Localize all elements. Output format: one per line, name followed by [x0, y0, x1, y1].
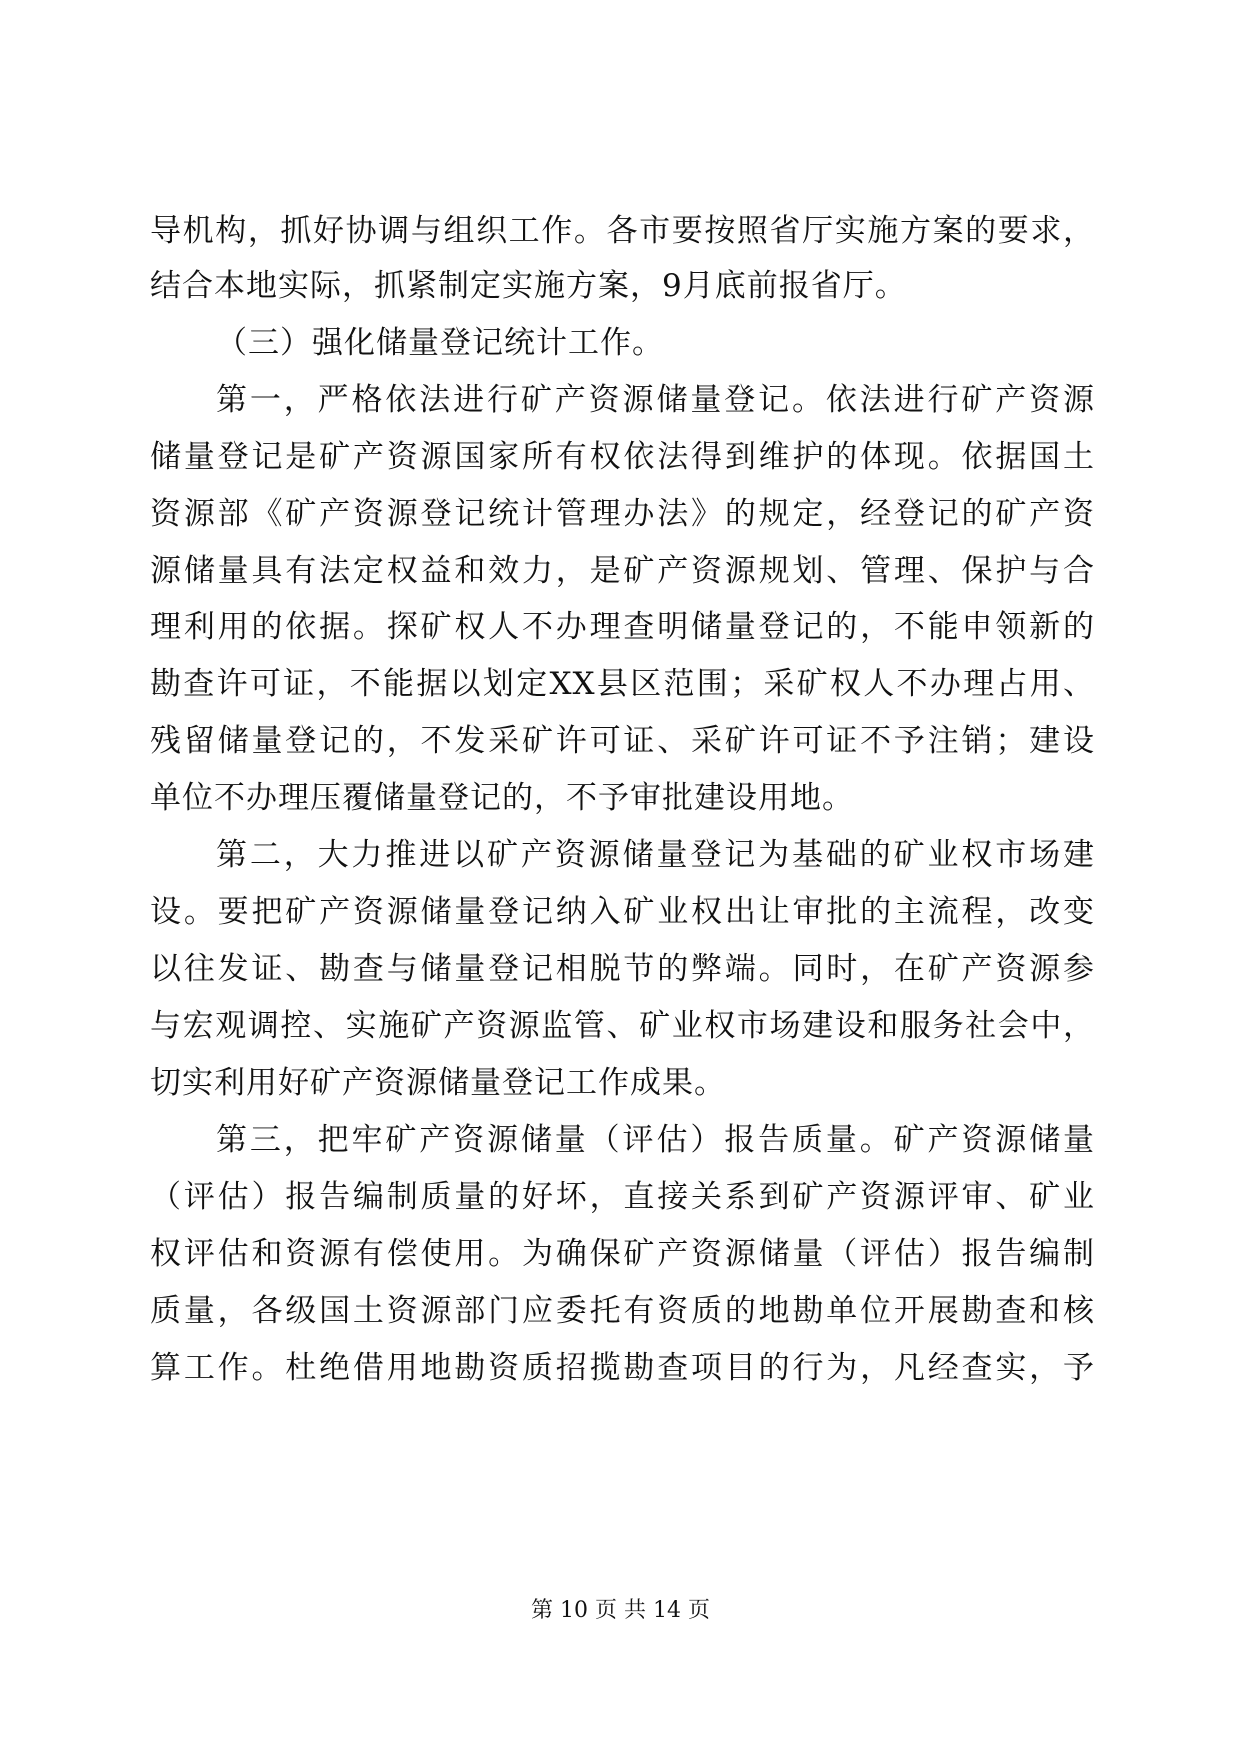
text-line: 第二，大力推进以矿产资源储量登记为基础的矿业权市场建	[216, 837, 1095, 873]
text-line: 资源部《矿产资源登记统计管理办法》的规定，经登记的矿产资	[150, 496, 1095, 532]
text-line: 切实利用好矿产资源储量登记工作成果。	[150, 1065, 726, 1101]
text-line: 与宏观调控、实施矿产资源监管、矿业权市场建设和服务社会中，	[150, 1008, 1095, 1044]
text-line: 第三，把牢矿产资源储量（评估）报告质量。矿产资源储量	[216, 1122, 1095, 1158]
text-line: 以往发证、勘查与储量登记相脱节的弊端。同时，在矿产资源参	[150, 951, 1095, 987]
section-heading: （三）强化储量登记统计工作。	[216, 325, 664, 361]
text-line: 残留储量登记的，不发采矿许可证、采矿许可证不予注销；建设	[150, 723, 1095, 759]
text-line: 源储量具有法定权益和效力，是矿产资源规划、管理、保护与合	[150, 553, 1095, 589]
text-line: 权评估和资源有偿使用。为确保矿产资源储量（评估）报告编制	[150, 1236, 1095, 1272]
text-line: 勘查许可证，不能据以划定XX县区范围；采矿权人不办理占用、	[150, 666, 1095, 702]
text-line: 质量，各级国土资源部门应委托有资质的地勘单位开展勘查和核	[150, 1293, 1095, 1329]
text-line: （评估）报告编制质量的好坏，直接关系到矿产资源评审、矿业	[150, 1179, 1095, 1215]
text-line: 单位不办理压覆储量登记的，不予审批建设用地。	[150, 780, 854, 816]
text-line: 储量登记是矿产资源国家所有权依法得到维护的体现。依据国土	[150, 439, 1095, 475]
text-line: 理利用的依据。探矿权人不办理查明储量登记的，不能申领新的	[150, 609, 1095, 645]
page-number-footer: 第 10 页 共 14 页	[531, 1598, 710, 1623]
text-line: 设。要把矿产资源储量登记纳入矿业权出让审批的主流程，改变	[150, 894, 1095, 930]
text-line: 结合本地实际，抓紧制定实施方案，9月底前报省厅。	[150, 268, 907, 304]
text-line: 算工作。杜绝借用地勘资质招揽勘查项目的行为，凡经查实，予	[150, 1350, 1095, 1386]
text-line: 导机构，抓好协调与组织工作。各市要按照省厅实施方案的要求，	[150, 213, 1095, 249]
text-line: 第一，严格依法进行矿产资源储量登记。依法进行矿产资源	[216, 382, 1095, 418]
